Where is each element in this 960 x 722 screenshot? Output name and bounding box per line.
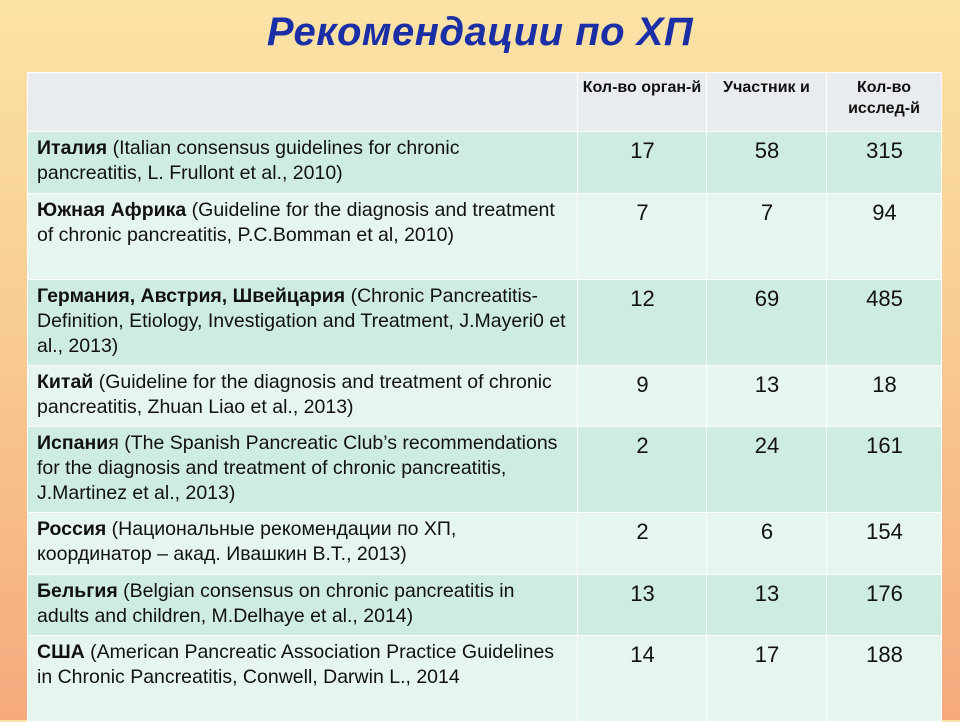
participants-count: 6: [707, 513, 827, 575]
organizations-count: 2: [578, 427, 707, 513]
table-row: [28, 366, 942, 427]
organizations-count: 9: [578, 366, 707, 427]
country-name: Италия: [37, 137, 108, 159]
studies-count: 154: [827, 513, 942, 575]
recommendations-table: [27, 72, 942, 722]
guideline-cell: [28, 194, 578, 280]
organizations-count: 13: [578, 575, 707, 636]
guideline-description: (American Pancreatic Association Practice Guidelines in Chronic Pancreatitis, Conwell, Darwin L., 2014: [37, 641, 555, 688]
table-row: [28, 575, 942, 636]
country-name: Россия: [37, 518, 107, 540]
studies-count: 485: [827, 280, 942, 366]
guideline-description: (Guideline for the diagnosis and treatment of chronic pancreatitis, Zhuan Liao et al., 2013): [37, 371, 552, 418]
country-name: Китай: [37, 371, 94, 393]
country-name: Германия, Австрия, Швейцария: [37, 285, 346, 307]
studies-count: 18: [827, 366, 942, 427]
country-name: Южная Африка: [37, 199, 187, 221]
guideline-cell: [28, 575, 578, 636]
participants-count: 13: [707, 366, 827, 427]
table-row: [28, 427, 942, 513]
guideline-description: (Guideline for the diagnosis and treatment of chronic pancreatitis, P.C.Bomman et al, 2010): [37, 199, 555, 246]
guideline-description: (The Spanish Pancreatic Club’s recommendations for the diagnosis and treatment of chronic pancreatitis, J.Martinez et al., 2013): [37, 432, 558, 504]
table-row: [28, 280, 942, 366]
participants-count: 24: [707, 427, 827, 513]
header-studies: Кол-во исслед-й: [827, 73, 942, 132]
organizations-count: 12: [578, 280, 707, 366]
participants-count: 13: [707, 575, 827, 636]
participants-count: 69: [707, 280, 827, 366]
participants-count: 17: [707, 636, 827, 722]
header-participants: Участник и: [707, 73, 827, 132]
guideline-cell: [28, 513, 578, 575]
organizations-count: 7: [578, 194, 707, 280]
organizations-count: 2: [578, 513, 707, 575]
guideline-cell: [28, 427, 578, 513]
organizations-count: 14: [578, 636, 707, 722]
header-guideline: [28, 73, 578, 132]
studies-count: 188: [827, 636, 942, 722]
page-title: Рекомендации по ХП: [266, 10, 694, 54]
country-name: Бельгия: [37, 580, 118, 602]
studies-count: 94: [827, 194, 942, 280]
table-row: [28, 636, 942, 722]
studies-count: 176: [827, 575, 942, 636]
studies-count: 315: [827, 132, 942, 194]
guideline-description: (Belgian consensus on chronic pancreatitis in adults and children, M.Delhaye et al., 2014): [37, 580, 515, 627]
participants-count: 58: [707, 132, 827, 194]
guideline-cell: [28, 636, 578, 722]
studies-count: 161: [827, 427, 942, 513]
guideline-cell: [28, 132, 578, 194]
guideline-cell: [28, 280, 578, 366]
country-name-tail: я: [108, 432, 119, 454]
country-name: Испани: [37, 432, 109, 454]
table-header-row: [28, 73, 942, 132]
guideline-description: (Italian consensus guidelines for chronic pancreatitis, L. Frullont et al., 2010): [37, 137, 460, 184]
country-name: США: [37, 641, 85, 663]
guideline-description: (Национальные рекомендации по ХП, координатор – акад. Ивашкин В.Т., 2013): [37, 518, 457, 565]
guideline-cell: [28, 366, 578, 427]
organizations-count: 17: [578, 132, 707, 194]
participants-count: 7: [707, 194, 827, 280]
table-row: [28, 132, 942, 194]
guideline-description: (Chronic Pancreatitis-Definition, Etiology, Investigation and Treatment, J.Mayeri0 et al., 2013): [37, 285, 566, 357]
table-row: [28, 194, 942, 280]
header-organizations: Кол-во орган-й: [578, 73, 707, 132]
table-row: [28, 513, 942, 575]
